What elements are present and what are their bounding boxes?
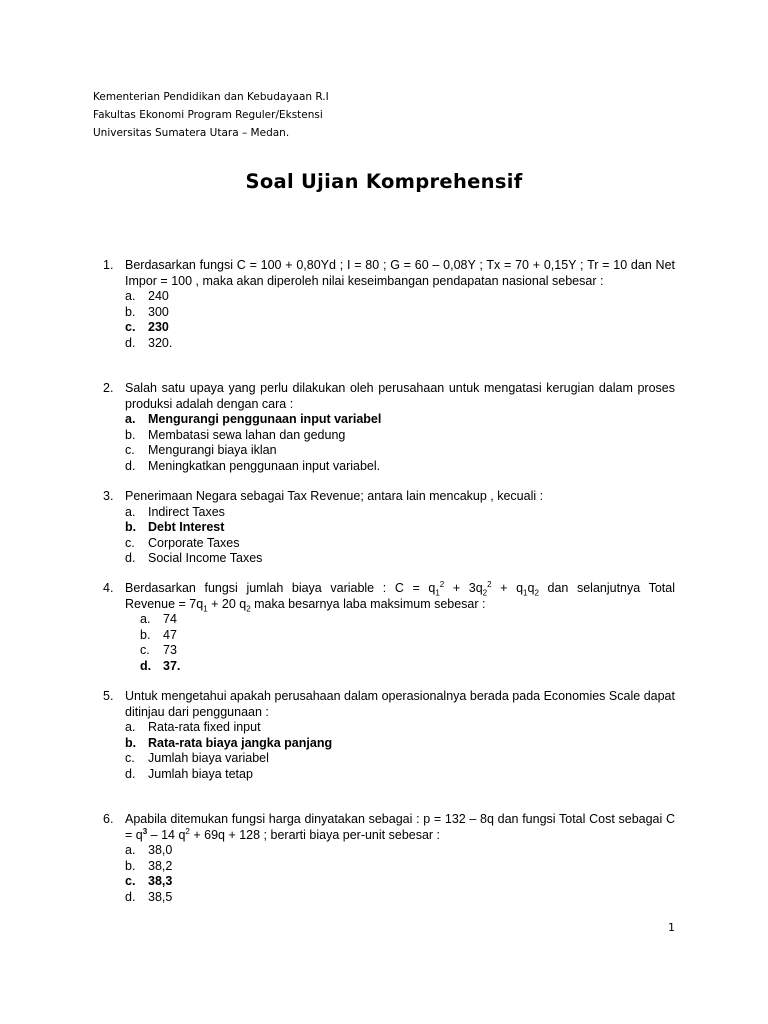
- question-number: 4.: [103, 581, 114, 595]
- option-b-answer: b. Debt Interest: [125, 520, 225, 534]
- option-list: [103, 843, 675, 905]
- page-title: Soal Ujian Komprehensif: [245, 170, 523, 193]
- option-a: a. 74: [140, 612, 177, 626]
- option-b: b. 38,2: [125, 858, 173, 873]
- option-c: c. 73: [140, 643, 177, 657]
- option-b: b. 300: [125, 304, 169, 319]
- question-stem: Penerimaan Negara sebagai Tax Revenue; antara lain mencakup , kecuali :: [125, 489, 544, 503]
- option-d-answer: d. 37.: [140, 658, 181, 673]
- question-number: 2.: [103, 381, 114, 395]
- question-1: [103, 258, 675, 351]
- question-2: [103, 381, 675, 474]
- document-header: [93, 88, 329, 142]
- question-4: [103, 581, 675, 674]
- option-d: d. Jumlah biaya tetap: [125, 766, 253, 781]
- question-stem: Salah satu upaya yang perlu dilakukan oleh perusahaan untuk mengatasi kerugian dalam proses produksi adalah dengan cara :: [125, 381, 675, 411]
- option-a-answer: a. Mengurangi penggunaan input variabel: [125, 412, 382, 426]
- header-ministry: Kementerian Pendidikan dan Kebudayaan R.I: [93, 91, 329, 103]
- question-stem: Berdasarkan fungsi C = 100 + 0,80Yd ; I = 80 ; G = 60 – 0,08Y ; Tx = 70 + 0,15Y ; Tr = 10 dan Net Impor = 100 , maka akan diperoleh nilai keseimbangan pendapatan nasional sebesar :: [125, 258, 675, 288]
- option-list: [103, 505, 675, 567]
- option-d: d. Social Income Taxes: [125, 551, 263, 565]
- option-d: d. 38,5: [125, 889, 173, 904]
- question-number: 6.: [103, 812, 114, 826]
- option-a: a. 240: [125, 289, 169, 303]
- option-c-answer: c. 38,3: [125, 874, 173, 888]
- option-list: [103, 289, 675, 351]
- question-number: 1.: [103, 258, 114, 272]
- question-number: 5.: [103, 689, 114, 703]
- option-list: [103, 720, 675, 782]
- option-d: d. 320.: [125, 335, 173, 350]
- option-list: [103, 412, 675, 474]
- question-stem-line1: Berdasarkan fungsi jumlah biaya variable : $C = q_1^2 + 3q_2^2 + q_1q_2$ dan selanjutnya Total: [125, 579, 675, 598]
- option-b: b. Membatasi sewa lahan dan gedung: [125, 427, 346, 442]
- question-stem: Untuk mengetahui apakah perusahaan dalam operasionalnya berada pada Economies Scale dapat ditinjau dari penggunaan :: [125, 689, 675, 719]
- option-a: a. 38,0: [125, 843, 173, 857]
- option-a: a. Rata-rata fixed input: [125, 720, 261, 734]
- option-list: [103, 612, 675, 674]
- question-6: [103, 812, 675, 905]
- question-5: [103, 689, 675, 782]
- question-3: [103, 489, 675, 567]
- header-faculty: Fakultas Ekonomi Program Reguler/Ekstensi: [93, 109, 323, 121]
- page-number: 1: [668, 921, 675, 934]
- option-d: d. Meningkatkan penggunaan input variabel.: [125, 458, 381, 473]
- header-university: Universitas Sumatera Utara – Medan.: [93, 127, 290, 139]
- option-c: c. Mengurangi biaya iklan: [125, 443, 277, 457]
- option-c-answer: c. 230: [125, 320, 169, 334]
- option-b: b. 47: [140, 627, 177, 642]
- option-c: c. Jumlah biaya variabel: [125, 751, 269, 765]
- option-a: a. Indirect Taxes: [125, 504, 225, 519]
- question-stem-line2: Revenue = $7q_1 + 20$ $q_2$ maka besarnya laba maksimum sebesar :: [125, 596, 486, 613]
- option-c: c. Corporate Taxes: [125, 535, 240, 550]
- option-b-answer: b. Rata-rata biaya jangka panjang: [125, 735, 333, 750]
- question-stem: Apabila ditemukan fungsi harga dinyatakan sebagai : p = 132 – 8q dan fungsi Total Cost sebagai $C = q^3 - 14$ $q^2 + 69q + 128$ ; berarti biaya per-unit sebesar :: [125, 812, 675, 842]
- question-number: 3.: [103, 489, 114, 503]
